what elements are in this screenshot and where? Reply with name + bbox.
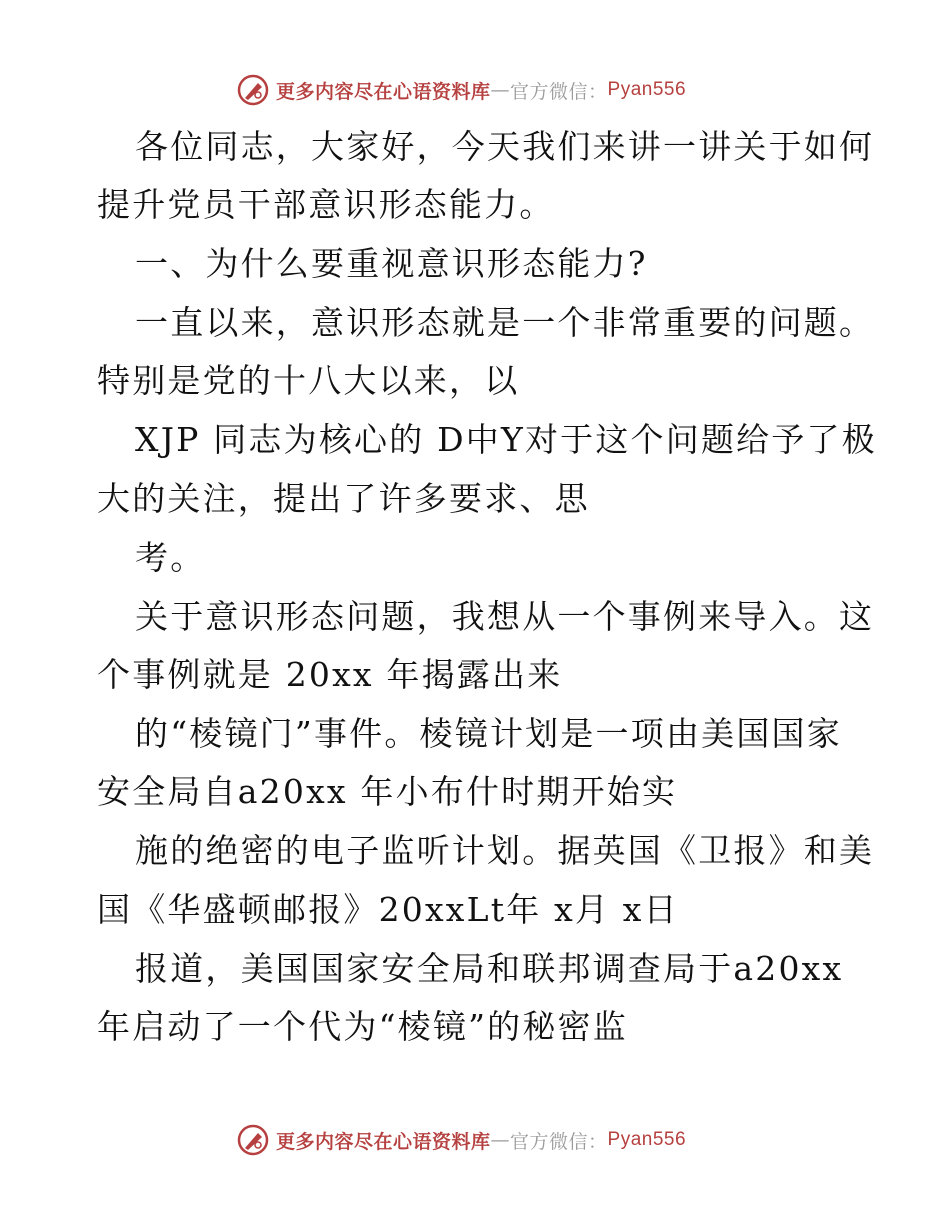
body-line: 提升党员干部意识形态能力。 bbox=[97, 185, 555, 224]
body-line: 的“棱镜门”事件。棱镜计划是一项由美国国家 bbox=[135, 714, 842, 753]
body-line: 考。 bbox=[135, 538, 206, 577]
watermark-sub-text: 官方微信： bbox=[510, 80, 608, 103]
footer-watermark bbox=[236, 1120, 686, 1160]
pen-nib-logo-icon bbox=[236, 73, 270, 107]
body-line: 年启动了一个代为“棱镜”的秘密监 bbox=[97, 1007, 628, 1046]
body-line: 各位同志，大家好，今天我们来讲一讲关于如何 bbox=[135, 127, 875, 166]
body-line: 个事例就是 20xx 年揭露出来 bbox=[97, 655, 563, 694]
body-line: 施的绝密的电子监听计划。据英国《卫报》和美 bbox=[135, 831, 875, 870]
header-watermark bbox=[236, 70, 686, 110]
watermark-main-text: 更多内容尽在心语资料库 bbox=[276, 80, 491, 103]
body-line: 报道，美国国家安全局和联邦调查局于a20xx bbox=[135, 949, 844, 988]
body-line: 大的关注，提出了许多要求、思 bbox=[97, 479, 590, 518]
body-line: 安全局自a20xx 年小布什时期开始实 bbox=[97, 772, 678, 811]
body-line: XJP 同志为核心的 D中Y对于这个问题给予了极 bbox=[135, 420, 877, 459]
body-line: 国《华盛顿邮报》20xxLt年 x月 x日 bbox=[97, 890, 679, 929]
section-heading: 一、为什么要重视意识形态能力? bbox=[135, 244, 648, 283]
watermark-wechat-id: Pyan556 bbox=[607, 79, 687, 100]
pen-nib-logo-icon bbox=[236, 1123, 270, 1157]
watermark-wechat-id: Pyan556 bbox=[607, 1129, 687, 1150]
body-line: 一直以来，意识形态就是一个非常重要的问题。 bbox=[135, 303, 875, 342]
body-line: 关于意识形态问题，我想从一个事例来导入。这 bbox=[135, 597, 875, 636]
body-line: 特别是党的十八大以来，以 bbox=[97, 361, 520, 400]
watermark-main-text: 更多内容尽在心语资料库 bbox=[276, 1130, 491, 1153]
watermark-dash: — bbox=[490, 79, 511, 101]
watermark-dash: — bbox=[490, 1129, 511, 1151]
watermark-sub-text: 官方微信： bbox=[510, 1130, 608, 1153]
